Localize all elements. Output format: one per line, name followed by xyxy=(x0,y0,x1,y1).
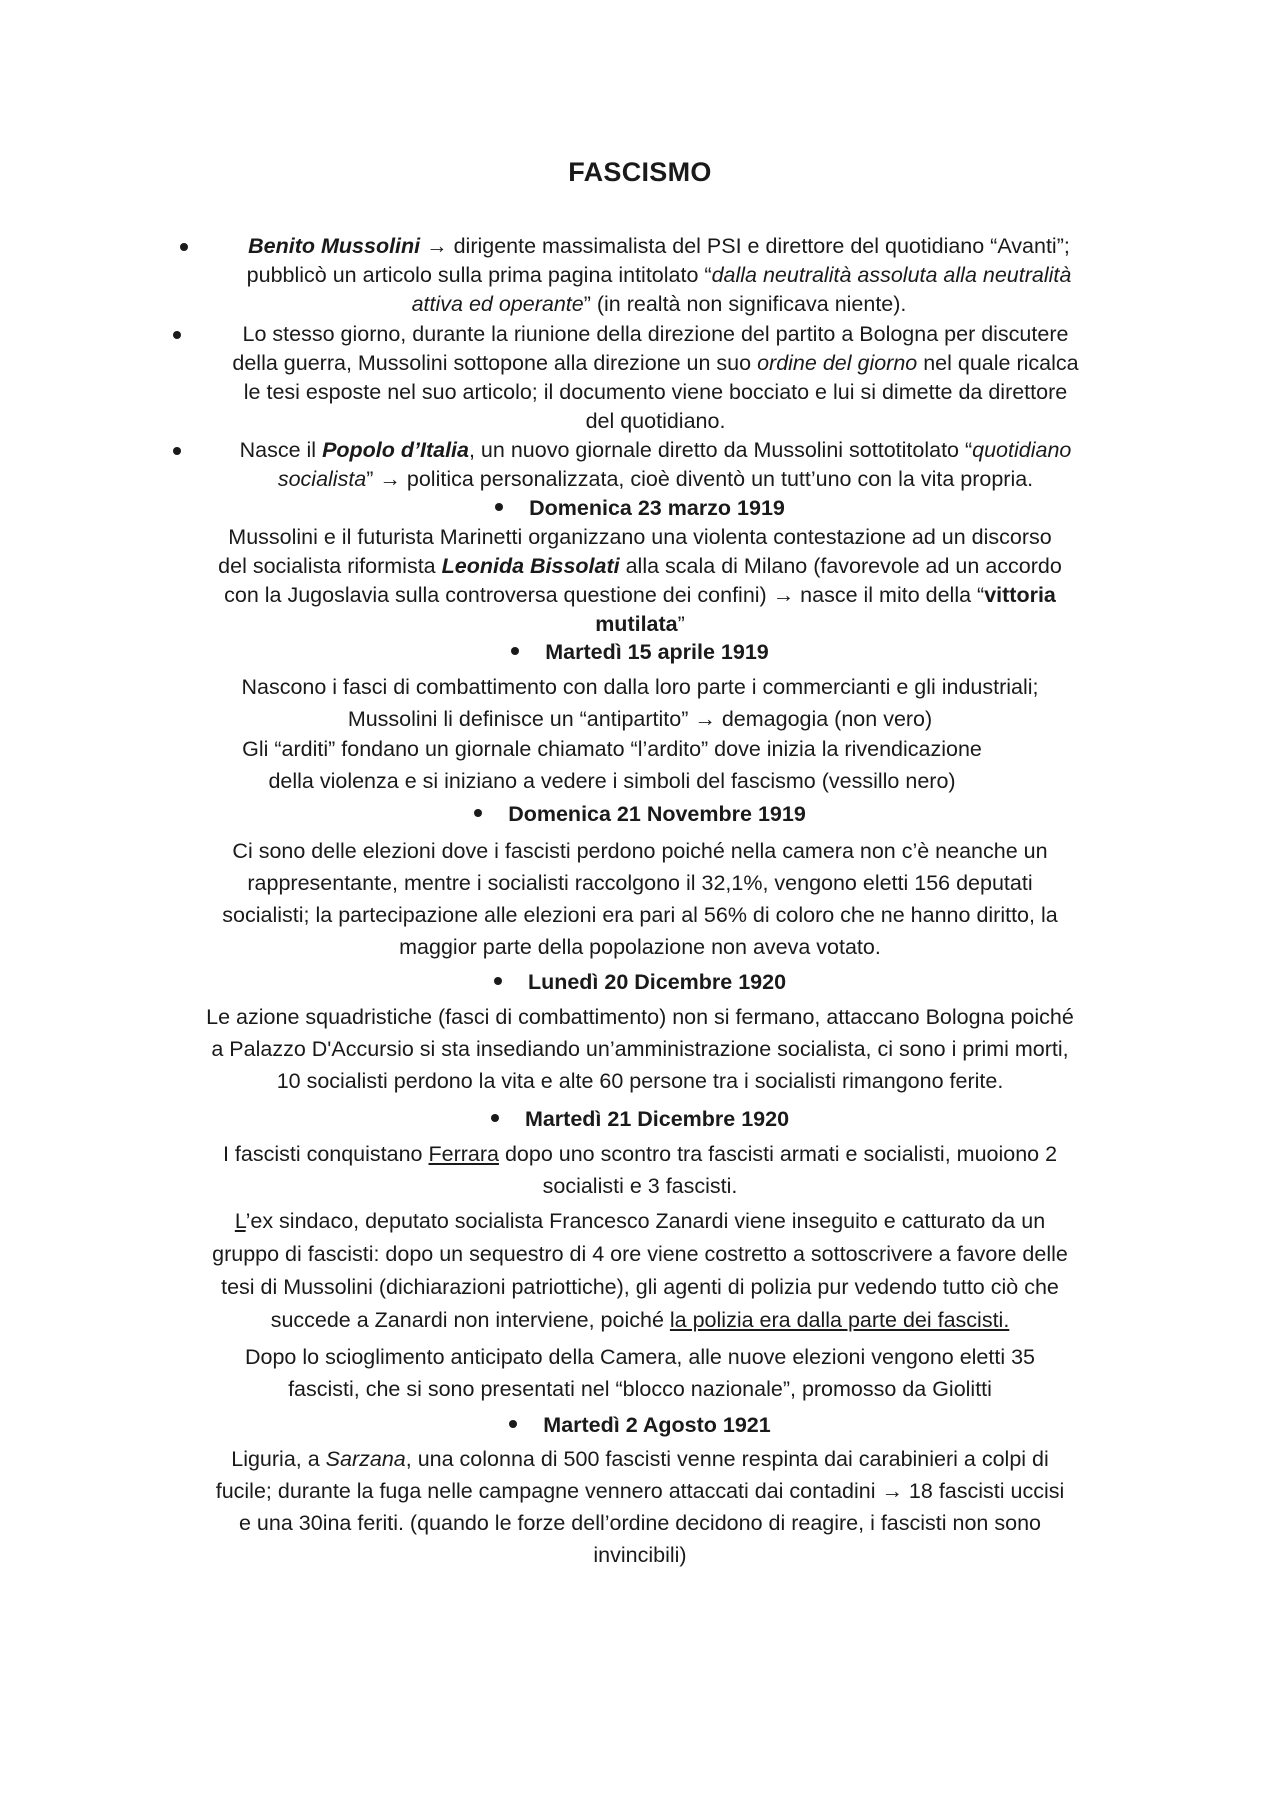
event-paragraph xyxy=(150,1443,1130,1571)
text-run: socialisti e 3 fascisti. xyxy=(542,1174,738,1198)
text-run: e una 30ina feriti. (quando le forze dell’ordine decidono di reagire, i fascisti non sono xyxy=(239,1511,1041,1535)
event-date-heading xyxy=(0,800,1280,829)
text-run: succede a Zanardi non interviene, poiché xyxy=(270,1308,670,1332)
text-run: Dopo lo scioglimento anticipato della Camera, alle nuove elezioni vengono eletti 35 xyxy=(244,1345,1036,1369)
text-run: alla scala di Milano (favorevole ad un accordo xyxy=(619,554,1062,578)
bullet-item-popolo xyxy=(173,436,1110,494)
bullet-icon xyxy=(491,1114,499,1122)
text-run: , una colonna di 500 fascisti venne respinta dai carabinieri a colpi di xyxy=(405,1447,1049,1471)
text-line xyxy=(150,1238,1130,1271)
text-run: invincibili) xyxy=(593,1543,687,1567)
event-date-heading xyxy=(0,494,1280,523)
event-date: Lunedì 20 Dicembre 1920 xyxy=(527,970,787,994)
bullet-icon xyxy=(495,503,503,511)
text-run: ’ex sindaco, deputato socialista Francesco Zanardi viene inseguito e catturato da un xyxy=(245,1209,1046,1233)
text-line xyxy=(150,931,1130,963)
text-run: con la Jugoslavia sulla controversa questione dei confini) → nasce il mito della “ xyxy=(224,583,985,607)
text-line xyxy=(158,703,1122,735)
text-line xyxy=(158,581,1122,610)
bullet-item-riunione xyxy=(173,320,1110,436)
event-date: Martedì 21 Dicembre 1920 xyxy=(524,1107,790,1131)
text-line xyxy=(150,1475,1130,1507)
bullet-icon xyxy=(474,809,482,817)
text-run: Nascono i fasci di combattimento con dalla loro parte i commercianti e gli industriali; xyxy=(241,675,1039,699)
text-run: Mussolini e il futurista Marinetti organizzano una violenta contestazione ad un discorso xyxy=(228,525,1052,549)
page-title: FASCISMO xyxy=(568,157,712,187)
text-line xyxy=(201,465,1110,494)
text-line xyxy=(201,407,1110,436)
text-line xyxy=(208,290,1110,319)
text-run: ordine del giorno xyxy=(757,351,918,375)
text-line xyxy=(158,610,1122,639)
bullet-text xyxy=(201,436,1110,494)
text-line xyxy=(150,899,1130,931)
text-line xyxy=(150,765,1074,797)
bullet-icon xyxy=(509,1420,517,1428)
event-date-heading xyxy=(0,968,1280,997)
text-run: Popolo d’Italia xyxy=(322,438,469,462)
event-date: Martedì 15 aprile 1919 xyxy=(545,640,769,664)
text-run: Ci sono delle elezioni dove i fascisti perdono poiché nella camera non c’è neanche un xyxy=(232,839,1048,863)
text-run: Sarzana xyxy=(325,1447,406,1471)
text-line xyxy=(158,523,1122,552)
event-date-heading xyxy=(0,1105,1280,1134)
text-line xyxy=(150,1507,1130,1539)
bullet-text xyxy=(208,232,1110,319)
text-run: L xyxy=(234,1209,246,1233)
bullet-text xyxy=(201,320,1110,436)
text-run: Lo stesso giorno, durante la riunione della direzione del partito a Bologna per discutere xyxy=(242,322,1069,346)
text-run: Mussolini li definisce un “antipartito” → demagogia (non vero) xyxy=(347,707,933,731)
bullet-icon xyxy=(173,331,181,339)
text-run: dalla neutralità assoluta alla neutralità xyxy=(711,263,1072,287)
text-run: ” (in realtà non significava niente). xyxy=(583,292,907,316)
text-run: a Palazzo D'Accursio si sta insediando un’amministrazione socialista, ci sono i primi morti, xyxy=(211,1037,1069,1061)
text-run: Benito Mussolini xyxy=(248,234,421,258)
text-run: Gli “arditi” fondano un giornale chiamato “l’ardito” dove inizia la rivendicazione xyxy=(242,737,982,761)
text-run: mutilata xyxy=(595,612,678,636)
text-run: pubblicò un articolo sulla prima pagina intitolato “ xyxy=(246,263,712,287)
text-line xyxy=(150,1001,1130,1033)
text-run: socialista xyxy=(277,467,367,491)
event-paragraph xyxy=(150,733,1074,797)
event-paragraph xyxy=(150,835,1130,963)
text-run: vittoria xyxy=(984,583,1056,607)
bullet-icon xyxy=(494,977,502,985)
event-date-heading xyxy=(0,638,1280,667)
text-run: quotidiano xyxy=(972,438,1072,462)
text-run: del quotidiano. xyxy=(585,409,726,433)
text-line xyxy=(150,867,1130,899)
text-run: , un nuovo giornale diretto da Mussolini sottotitolato “ xyxy=(468,438,973,462)
text-line xyxy=(150,1205,1130,1238)
text-run: Ferrara xyxy=(428,1142,499,1166)
event-date-heading xyxy=(0,1411,1280,1440)
text-line xyxy=(150,835,1130,867)
text-line xyxy=(208,232,1110,261)
event-paragraph xyxy=(150,1001,1130,1097)
text-run: Liguria, a xyxy=(231,1447,326,1471)
text-run: la polizia era dalla parte dei fascisti. xyxy=(669,1308,1010,1332)
text-run: del socialista riformista xyxy=(218,554,442,578)
text-run: attiva ed operante xyxy=(411,292,584,316)
event-paragraph xyxy=(150,1138,1130,1202)
text-run: → dirigente massimalista del PSI e direttore del quotidiano “Avanti”; xyxy=(420,234,1070,258)
text-run: ” xyxy=(677,612,685,636)
text-run: fascisti, che si sono presentati nel “blocco nazionale”, promosso da Giolitti xyxy=(288,1377,992,1401)
text-run: socialisti; la partecipazione alle elezioni era pari al 56% di coloro che ne hanno diritto, la xyxy=(222,903,1058,927)
text-line xyxy=(158,671,1122,703)
text-line xyxy=(150,1443,1130,1475)
event-paragraph xyxy=(158,671,1122,735)
text-line xyxy=(150,1373,1130,1405)
event-paragraph xyxy=(158,523,1122,639)
text-line xyxy=(150,1033,1130,1065)
text-run: tesi di Mussolini (dichiarazioni patriottiche), gli agenti di polizia pur vedendo tutto ciò che xyxy=(221,1275,1059,1299)
text-line xyxy=(201,378,1110,407)
text-run: fucile; durante la fuga nelle campagne vennero attaccati dai contadini → 18 fascisti uccisi xyxy=(215,1479,1065,1503)
bullet-icon xyxy=(180,243,188,251)
text-line xyxy=(150,1341,1130,1373)
text-line xyxy=(150,733,1074,765)
text-run: dopo uno scontro tra fascisti armati e socialisti, muoiono 2 xyxy=(498,1142,1058,1166)
bullet-item-mussolini xyxy=(180,232,1110,319)
text-run: della violenza e si iniziano a vedere i simboli del fascismo (vessillo nero) xyxy=(268,769,956,793)
text-line xyxy=(150,1304,1130,1337)
text-line xyxy=(201,349,1110,378)
text-run: Le azione squadristiche (fasci di combattimento) non si fermano, attaccano Bologna poiché xyxy=(206,1005,1074,1029)
text-run: ” → politica personalizzata, cioè diventò un tutt’uno con la vita propria. xyxy=(366,467,1034,491)
text-run: maggior parte della popolazione non aveva votato. xyxy=(399,935,881,959)
text-run: rappresentante, mentre i socialisti raccolgono il 32,1%, vengono eletti 156 deputati xyxy=(247,871,1033,895)
text-line xyxy=(150,1170,1130,1202)
text-run: 10 socialisti perdono la vita e alte 60 persone tra i socialisti rimangono ferite. xyxy=(276,1069,1004,1093)
text-line xyxy=(150,1065,1130,1097)
text-line xyxy=(208,261,1110,290)
text-run: Leonida Bissolati xyxy=(441,554,620,578)
text-line xyxy=(201,320,1110,349)
event-paragraph xyxy=(150,1205,1130,1337)
event-date: Domenica 23 marzo 1919 xyxy=(529,496,785,520)
event-date: Domenica 21 Novembre 1919 xyxy=(508,802,806,826)
text-run: gruppo di fascisti: dopo un sequestro di 4 ore viene costretto a sottoscrivere a favore delle xyxy=(212,1242,1068,1266)
event-date: Martedì 2 Agosto 1921 xyxy=(543,1413,771,1437)
text-run: le tesi esposte nel suo articolo; il documento viene bocciato e lui si dimette da direttore xyxy=(243,380,1068,404)
event-paragraph xyxy=(150,1341,1130,1405)
text-line xyxy=(150,1539,1130,1571)
bullet-icon xyxy=(173,447,181,455)
text-line xyxy=(150,1271,1130,1304)
text-line xyxy=(158,552,1122,581)
text-line xyxy=(201,436,1110,465)
text-run: nel quale ricalca xyxy=(917,351,1079,375)
text-run: Nasce il xyxy=(239,438,323,462)
text-line xyxy=(150,1138,1130,1170)
bullet-icon xyxy=(511,647,519,655)
text-run: I fascisti conquistano xyxy=(222,1142,429,1166)
text-run: della guerra, Mussolini sottopone alla direzione un suo xyxy=(232,351,758,375)
